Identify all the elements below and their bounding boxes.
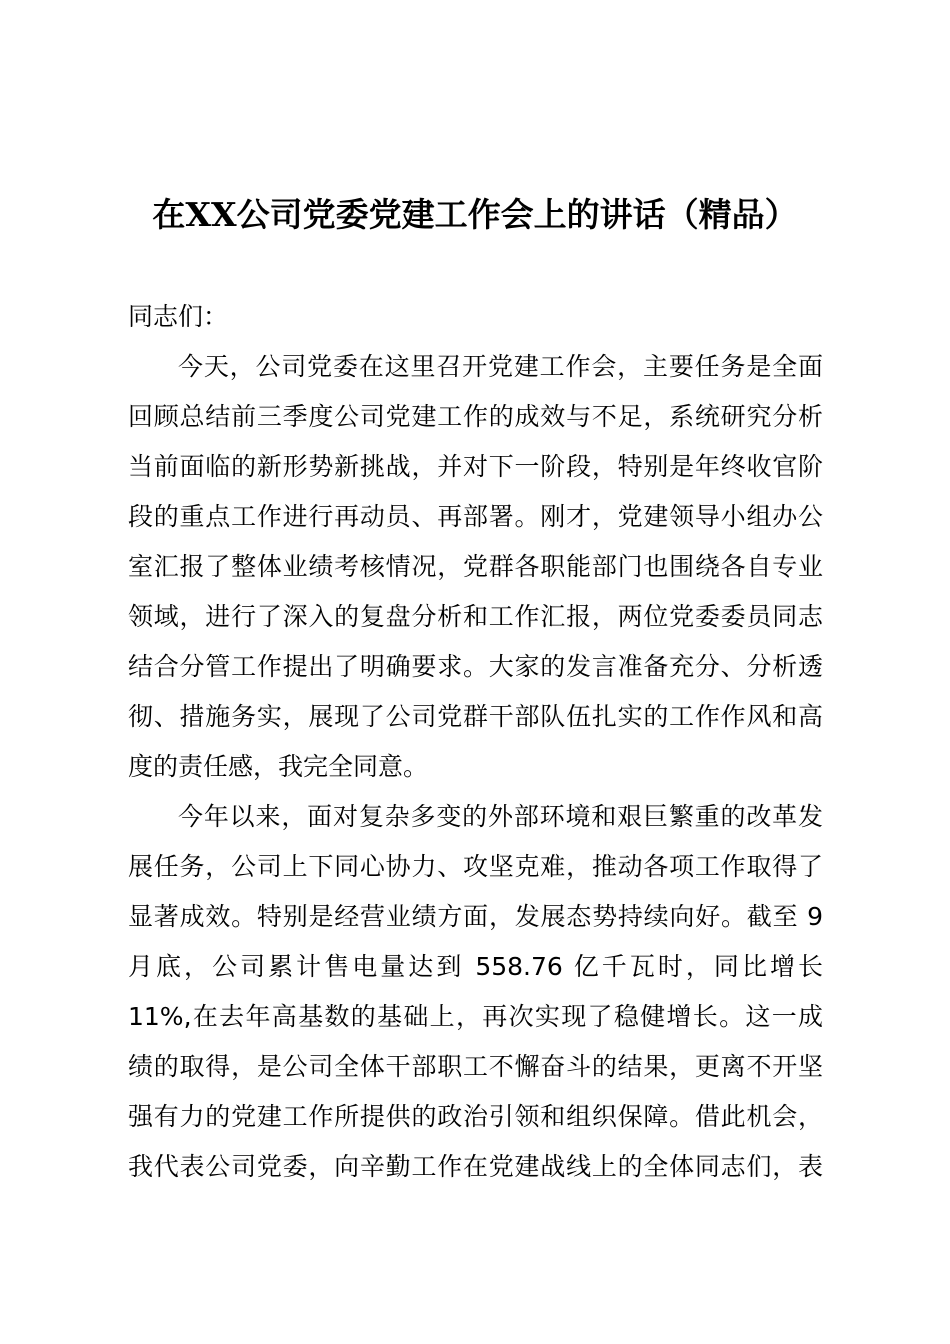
text-line: 段的重点工作进行再动员、再部署。刚才，党建领导小组办公 [128,502,823,531]
text-line: 彻、措施务实，展现了公司党群干部队伍扎实的工作作风和高 [128,702,823,731]
text-line: 当前面临的新形势新挑战，并对下一阶段，特别是年终收官阶 [128,452,823,481]
text-line: 月底，公司累计售电量达到 558.76 亿千瓦时，同比增长 [128,952,823,981]
text-line: 今天，公司党委在这里召开党建工作会，主要任务是全面 [178,352,823,381]
text-line: 结合分管工作提出了明确要求。大家的发言准备充分、分析透 [128,652,823,681]
paragraph-1 [128,342,823,792]
paragraph-2 [128,792,823,1192]
text-line: 绩的取得，是公司全体干部职工不懈奋斗的结果，更离不开坚 [128,1052,823,1081]
text-line: 室汇报了整体业绩考核情况，党群各职能部门也围绕各自专业 [128,552,823,581]
text-line: 今年以来，面对复杂多变的外部环境和艰巨繁重的改革发 [178,802,823,831]
text-line: 强有力的党建工作所提供的政治引领和组织保障。借此机会， [128,1102,823,1131]
text-line: 展任务，公司上下同心协力、攻坚克难，推动各项工作取得了 [128,852,823,881]
salutation: 同志们： [128,302,229,331]
text-line: 11%,在去年高基数的基础上，再次实现了稳健增长。这一成 [128,1002,823,1031]
document-body [128,292,823,1192]
text-line: 领域，进行了深入的复盘分析和工作汇报，两位党委委员同志 [128,602,823,631]
text-line: 我代表公司党委，向辛勤工作在党建战线上的全体同志们，表 [128,1152,823,1181]
text-line: 显著成效。特别是经营业绩方面，发展态势持续向好。截至 9 [128,902,823,931]
text-line: 回顾总结前三季度公司党建工作的成效与不足，系统研究分析 [128,402,823,431]
text-line: 度的责任感，我完全同意。 [128,752,429,781]
document-title: 在XX公司党委党建工作会上的讲话（精品） [152,195,798,234]
